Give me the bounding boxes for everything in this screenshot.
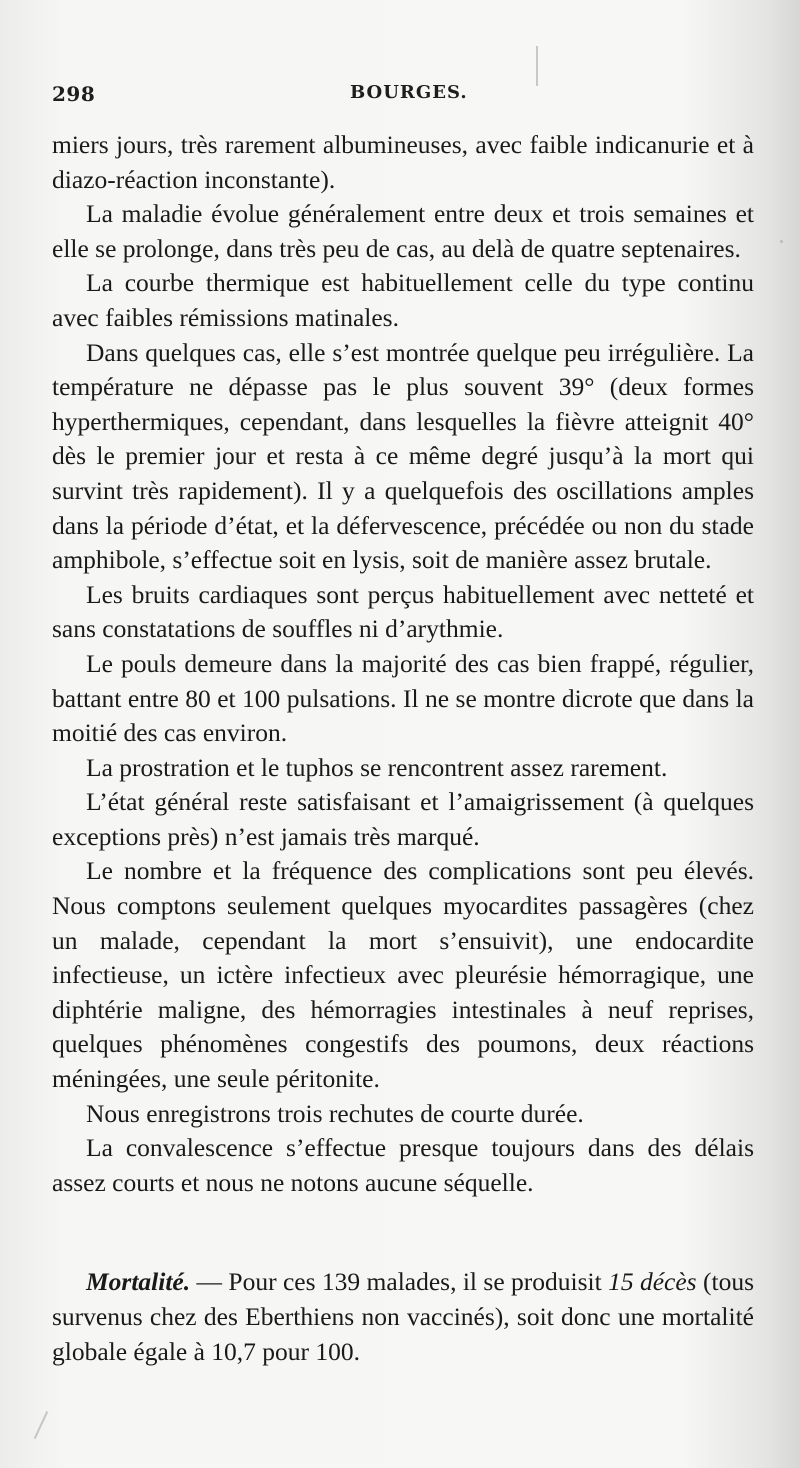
paper-blemish: [536, 46, 538, 86]
deces-count: 15 décès: [608, 1267, 697, 1296]
mortality-text-1: — Pour ces 139 malades, il se produisit: [190, 1267, 609, 1296]
paragraph: Le nombre et la fréquence des complications sont peu élevés. Nous comptons seulement quelques myocardites passagères (chez un malade, cependant la mort s’ensuivit), une endocardite infectieuse, un ictère infectieux avec pleurésie hémorragique, une diphtérie maligne, des hémorragies intestinales à neuf reprises, quelques phénomènes congestifs des poumons, deux réactions méningées, une seule péritonite.: [52, 856, 754, 1094]
paragraph: Nous enregistrons trois rechutes de courte durée.: [86, 1098, 584, 1128]
paragraph: Dans quelques cas, elle s’est montrée quelque peu irrégulière. La température ne dépasse pas le plus souvent 39° (deux formes hyperthermiques, cependant, dans lesquelles la fièvre atteignit 40° dès le premier jour et resta à ce même degré jusqu’à la mort qui survint très rapidement). Il y a quelquefois des oscillations amples dans la période d’état, et la défervescence, précédée ou non du stade amphibole, s’effectue soit en lysis, soit de manière assez brutale.: [52, 337, 754, 575]
page-header: [52, 82, 756, 118]
mortality-label: Mortalité.: [86, 1267, 191, 1296]
paper-blemish: [34, 1411, 48, 1439]
body-text: [52, 128, 754, 1200]
paragraph: La convalescence s’effectue presque toujours dans des délais assez courts et nous ne notons aucune séquelle.: [52, 1133, 754, 1197]
paragraph: Les bruits cardiaques sont perçus habituellement avec netteté et sans constatations de souffles ni d’arythmie.: [52, 579, 754, 644]
paper-blemish: [780, 240, 783, 243]
paragraph: La maladie évolue généralement entre deux et trois semaines et elle se prolonge, dans très peu de cas, au delà de quatre septenaires.: [52, 199, 754, 263]
mortality-section: [52, 1264, 754, 1369]
running-head: BOURGES.: [350, 82, 468, 103]
mortality-paragraph: [52, 1264, 754, 1369]
paragraph: La prostration et le tuphos se rencontrent assez rarement.: [86, 752, 668, 782]
paragraph: L’état général reste satisfaisant et l’amaigrissement (à quelques exceptions près) n’est jamais très marqué.: [52, 787, 754, 851]
page-number: 298: [52, 82, 96, 106]
paragraph: Le pouls demeure dans la majorité des cas bien frappé, régulier, battant entre 80 et 100 pulsations. Il ne se montre dicrote que dans la moitié des cas environ.: [52, 648, 754, 748]
paragraph: miers jours, très rarement albumineuses, avec faible indicanurie et à diazo-réaction inconstante).: [52, 130, 754, 194]
paragraph: La courbe thermique est habituellement celle du type continu avec faibles rémissions matinales.: [52, 268, 754, 332]
mortality-text-2: (tous survenus chez des Eberthiens non vaccinés), soit donc une mortalité globale égale à 10,7 pour 100.: [52, 1267, 754, 1366]
